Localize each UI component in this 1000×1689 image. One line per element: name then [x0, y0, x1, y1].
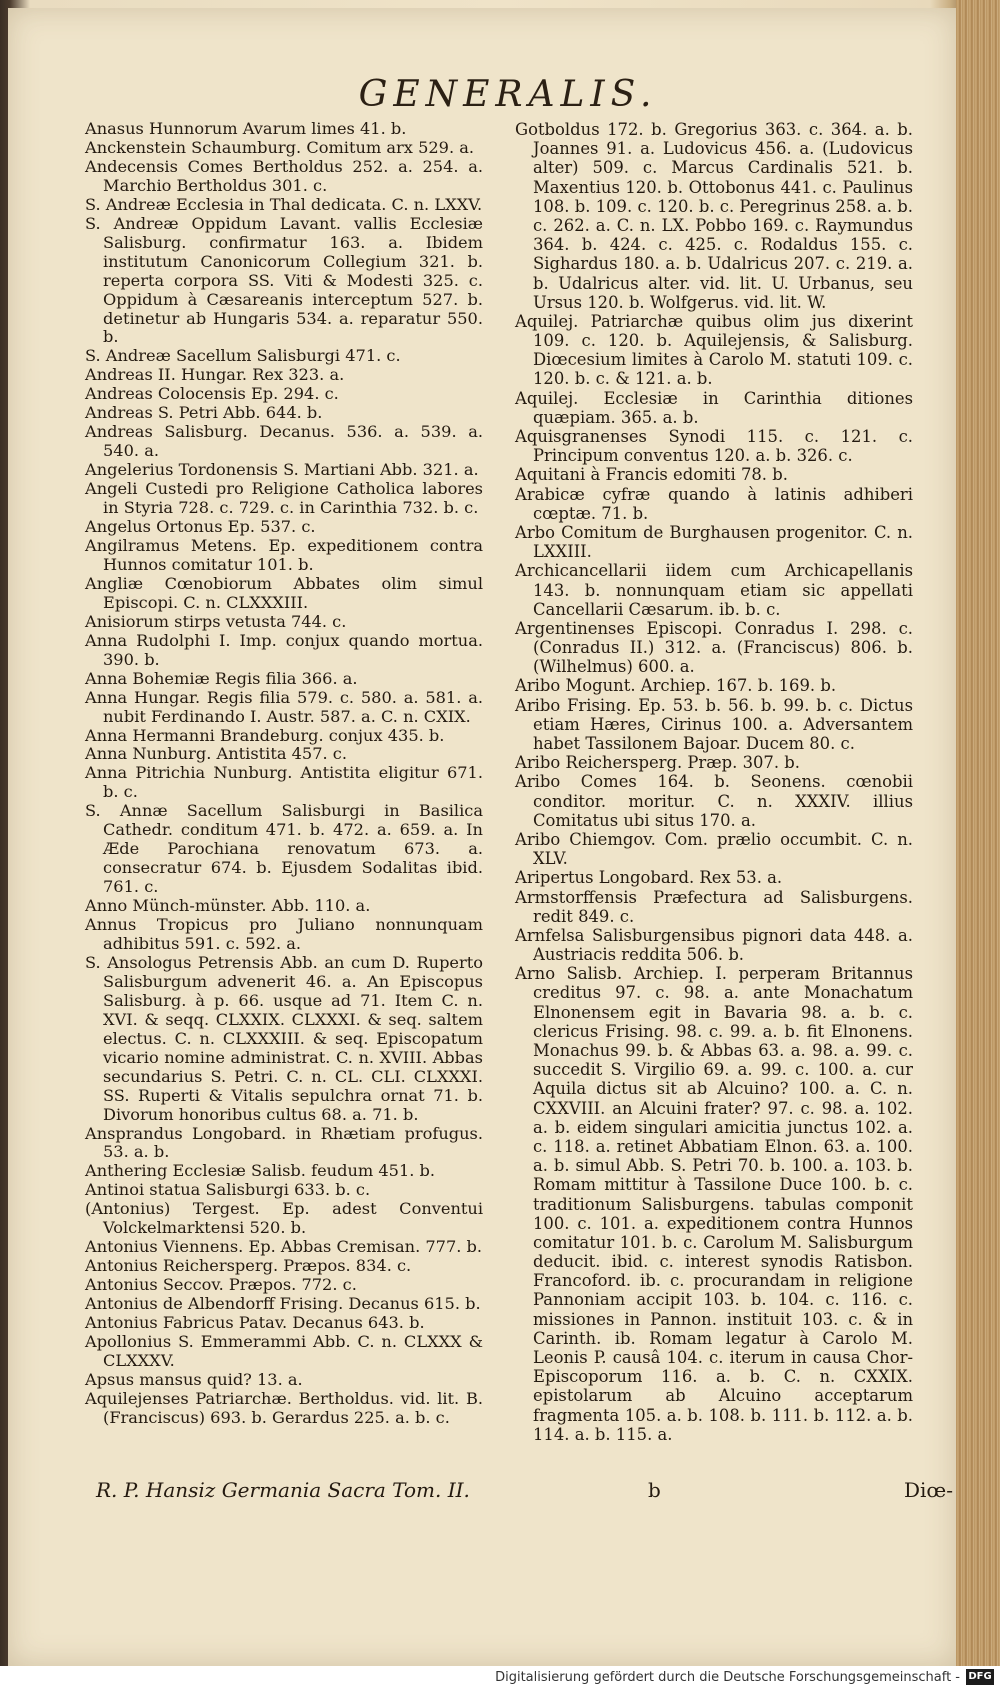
index-entry: Armstorffensis Præfectura ad Salisburgens. redit 849. c. [515, 887, 913, 926]
index-entry: Annus Tropicus pro Juliano nonnunquam adhibitus 591. c. 592. a. [85, 915, 483, 953]
index-entry: Anckenstein Schaumburg. Comitum arx 529. a. [85, 137, 475, 157]
index-entry: Antonius Reichersperg. Præpos. 834. c. [85, 1256, 412, 1276]
book-page [8, 8, 956, 1666]
index-entry: S. Andreæ Ecclesia in Thal dedicata. C. n. LXXV. [85, 194, 483, 214]
index-column-right [515, 120, 913, 1444]
index-entry: S. Andreæ Oppidum Lavant. vallis Ecclesiæ Salisburg. confirmatur 163. a. Ibidem institutum Canonicorum Collegium 321. b. reperta corpora SS. Viti & Modesti 325. c. Oppidum à Cæsareanis interceptum 527. b. detinetur ab Hungaris 534. a. reparatur 550. b. [85, 213, 483, 347]
index-entry: Aribo Comes 164. b. Seonens. cœnobii conditor. moritur. C. n. XXXIV. illius Comitatus ubi situs 170. a. [515, 772, 913, 830]
index-entry: Arabicæ cyfræ quando à latinis adhiberi cœptæ. 71. b. [515, 484, 913, 523]
index-entry: Aribo Frising. Ep. 53. b. 56. b. 99. b. c. Dictus etiam Hæres, Cirinus 100. a. Adversantem habet Tassilonem Bajoar. Ducem 80. c. [515, 695, 913, 753]
page-header-title: GENERALIS. [358, 74, 658, 115]
index-entry: Aribo Mogunt. Archiep. 167. b. 169. b. [515, 676, 837, 696]
index-entry: Anisiorum stirps vetusta 744. c. [85, 611, 347, 631]
index-entry: Antinoi statua Salisburgi 633. b. c. [85, 1180, 371, 1200]
index-entry: Anthering Ecclesiæ Salisb. feudum 451. b. [85, 1161, 436, 1181]
index-entry: Apsus mansus quid? 13. a. [85, 1369, 303, 1389]
index-entry: Angelerius Tordonensis S. Martiani Abb. 321. a. [85, 460, 479, 480]
index-entry: S. Ansologus Petrensis Abb. an cum D. Ruperto Salisburgum advenerit 46. a. An Episcopus Salisburg. à p. 66. usque ad 71. Item C. n. XVI. & seqq. CLXXIX. CLXXXI. & seq. saltem electus. C. n. CLXXXIII. & seq. Episcopatum vicario nomine administrat. C. n. XVIII. Abbas secundarius S. Petri. C. n. CL. CLI. CLXXXI. SS. Ruperti & Vitalis sepulchra ornat 71. b. Divorum honoribus cultus 68. a. 71. b. [85, 952, 483, 1124]
index-entry: Anna Hungar. Regis filia 579. c. 580. a. 581. a. nubit Ferdinando I. Austr. 587. a. C. n. CXIX. [85, 687, 483, 726]
footer-catchword: Diœ- [904, 1478, 953, 1502]
index-entry: Ansprandus Longobard. in Rhætiam profugus. 53. a. b. [85, 1123, 483, 1162]
index-entry: Andreas Colocensis Ep. 294. c. [85, 384, 339, 404]
index-entry: Anna Rudolphi I. Imp. conjux quando mortua. 390. b. [85, 630, 483, 669]
index-entry: Anna Bohemiæ Regis filia 366. a. [85, 668, 358, 688]
dfg-logo: DFG [966, 1669, 994, 1685]
index-entry: Andreas II. Hungar. Rex 323. a. [85, 365, 345, 385]
footer-signature-mark: b [648, 1478, 661, 1502]
index-entry: Angelus Ortonus Ep. 537. c. [85, 517, 316, 537]
index-entry: Aquilej. Ecclesiæ in Carinthia ditiones quæpiam. 365. a. b. [515, 388, 913, 427]
index-entry: Andreas Salisburg. Decanus. 536. a. 539. a. 540. a. [85, 422, 483, 461]
index-entry: Anasus Hunnorum Avarum limes 41. b. [85, 119, 407, 138]
index-entry: Angilramus Metens. Ep. expeditionem contra Hunnos comitatur 101. b. [85, 535, 483, 574]
index-entry: (Antonius) Tergest. Ep. adest Conventui Volckelmarktensi 520. b. [85, 1199, 483, 1238]
index-entry: Aribo Chiemgov. Com. prælio occumbit. C. n. XLV. [515, 829, 913, 869]
index-entry: Aquilej. Patriarchæ quibus olim jus dixerint 109. c. 120. b. Aquilejensis, & Salisburg. Diœcesium limites à Carolo M. statuti 109. c. 120. b. c. & 121. a. b. [515, 311, 913, 389]
index-entry: Argentinenses Episcopi. Conradus I. 298. c. (Conradus II.) 312. a. (Franciscus) 806. b. (Wilhelmus) 600. a. [515, 618, 913, 677]
index-entry: Anna Hermanni Brandeburg. conjux 435. b. [85, 725, 445, 745]
page-edge-stack [956, 0, 1000, 1666]
index-entry: Aquisgranenses Synodi 115. c. 121. c. Principum conventus 120. a. b. 326. c. [515, 427, 913, 466]
index-entry: S. Andreæ Sacellum Salisburgi 471. c. [85, 346, 401, 366]
index-column-left [85, 120, 483, 1428]
digitization-credit-bar [0, 1666, 1000, 1689]
index-entry: Aquilejenses Patriarchæ. Bertholdus. vid. lit. B. (Franciscus) 693. b. Gerardus 225. a. b. c. [85, 1388, 483, 1427]
index-entry: S. Annæ Sacellum Salisburgi in Basilica Cathedr. conditum 471. b. 472. a. 659. a. In Æde Parochiana renovatum 673. a. consecratur 674. b. Ejusdem Sodalitas ibid. 761. c. [85, 801, 483, 897]
index-entry: Aripertus Longobard. Rex 53. a. [515, 868, 783, 888]
index-entry: Arno Salisb. Archiep. I. perperam Britannus creditus 97. c. 98. a. ante Monachatum Elnonensem egit in Bavaria 98. a. b. c. clericus Frising. 98. c. 99. a. b. fit Elnonens. Monachus 99. b. & Abbas 63. a. 98. a. 99. c. succedit S. Virgilio 69. a. 99. c. 100. a. cur Aquila dictus sit ab Alcuino? 100. a. C. n. CXXVIII. an Alcuini frater? 97. c. 98. a. 102. a. b. eidem singulari amicitia junctus 102. a. c. 118. a. retinet Abbatiam Elnon. 63. a. 100. a. b. simul Abb. S. Petri 70. b. 100. a. 103. b. Romam mittitur à Tassilone Duce 100. b. c. traditionum Salisburgens. tabulas componit 100. c. 101. a. expeditionem contra Hunnos comitatur 101. b. c. Carolum M. Salisburgum deducit. ibid. c. interest synodis Ratisbon. Francoford. ib. c. procurandam in religione Pannoniam accipit 103. b. 104. c. 116. c. missiones in Pannon. instituit 103. c. & in Carinth. ib. Romam legatur à Carolo M. Leonis P. causâ 104. c. iterum in causa Chor-Episcoporum 116. a. b. C. n. CXXIX. epistolarum ab Alcuino acceptarum fragmenta 105. a. b. 108. b. 111. b. 112. a. b. 114. a. b. 115. a. [515, 964, 913, 1444]
index-entry: Antonius Viennens. Ep. Abbas Cremisan. 777. b. [85, 1237, 483, 1257]
index-entry: Apollonius S. Emmerammi Abb. C. n. CLXXX & CLXXXV. [85, 1332, 483, 1370]
index-entry: Antonius de Albendorff Frising. Decanus 615. b. [85, 1294, 481, 1314]
index-entry: Angliæ Cœnobiorum Abbates olim simul Episcopi. C. n. CLXXXIII. [85, 573, 483, 612]
index-entry: Andecensis Comes Bertholdus 252. a. 254. a. Marchio Bertholdus 301. c. [85, 156, 483, 195]
index-entry: Antonius Fabricus Patav. Decanus 643. b. [85, 1313, 425, 1333]
index-entry: Gotboldus 172. b. Gregorius 363. c. 364. a. b. Joannes 91. a. Ludovicus 456. a. (Ludovicus alter) 509. c. Marcus Cardinalis 521. b. Maxentius 120. b. Ottobonus 441. c. Paulinus 108. b. 109. c. 120. b. c. Peregrinus 258. a. b. c. 262. a. C. n. LX. Pobbo 169. c. Raymundus 364. b. 424. c. 425. c. Rodaldus 155. c. Sighardus 180. a. b. Udalricus 207. c. 219. a. b. Udalricus alter. vid. lit. U. Urbanus, seu Ursus 120. b. Wolfgerus. vid. lit. W. [515, 120, 913, 312]
index-entry: Aribo Reichersperg. Præp. 307. b. [515, 753, 800, 773]
footer-imprint: R. P. Hansiz Germania Sacra Tom. II. [96, 1478, 470, 1502]
index-entry: Anna Pitrichia Nunburg. Antistita eligitur 671. b. c. [85, 763, 483, 802]
index-entry: Andreas S. Petri Abb. 644. b. [85, 403, 323, 423]
index-entry: Aquitani à Francis edomiti 78. b. [515, 465, 788, 485]
index-entry: Arnfelsa Salisburgensibus pignori data 448. a. Austriacis reddita 506. b. [515, 925, 913, 965]
index-entry: Anno Münch-münster. Abb. 110. a. [85, 896, 371, 916]
index-entry: Antonius Seccov. Præpos. 772. c. [85, 1275, 357, 1295]
index-entry: Arbo Comitum de Burghausen progenitor. C. n. LXXIII. [515, 522, 913, 562]
digitization-note: Digitalisierung gefördert durch die Deutsche Forschungsgemeinschaft - [495, 1670, 960, 1685]
index-entry: Archicancellarii iidem cum Archicapellanis 143. b. nonnunquam etiam sic appellati Cancellarii Cæsarum. ib. b. c. [515, 561, 913, 619]
index-entry: Angeli Custedi pro Religione Catholica labores in Styria 728. c. 729. c. in Carinthia 732. b. c. [85, 479, 483, 518]
index-entry: Anna Nunburg. Antistita 457. c. [85, 744, 348, 764]
